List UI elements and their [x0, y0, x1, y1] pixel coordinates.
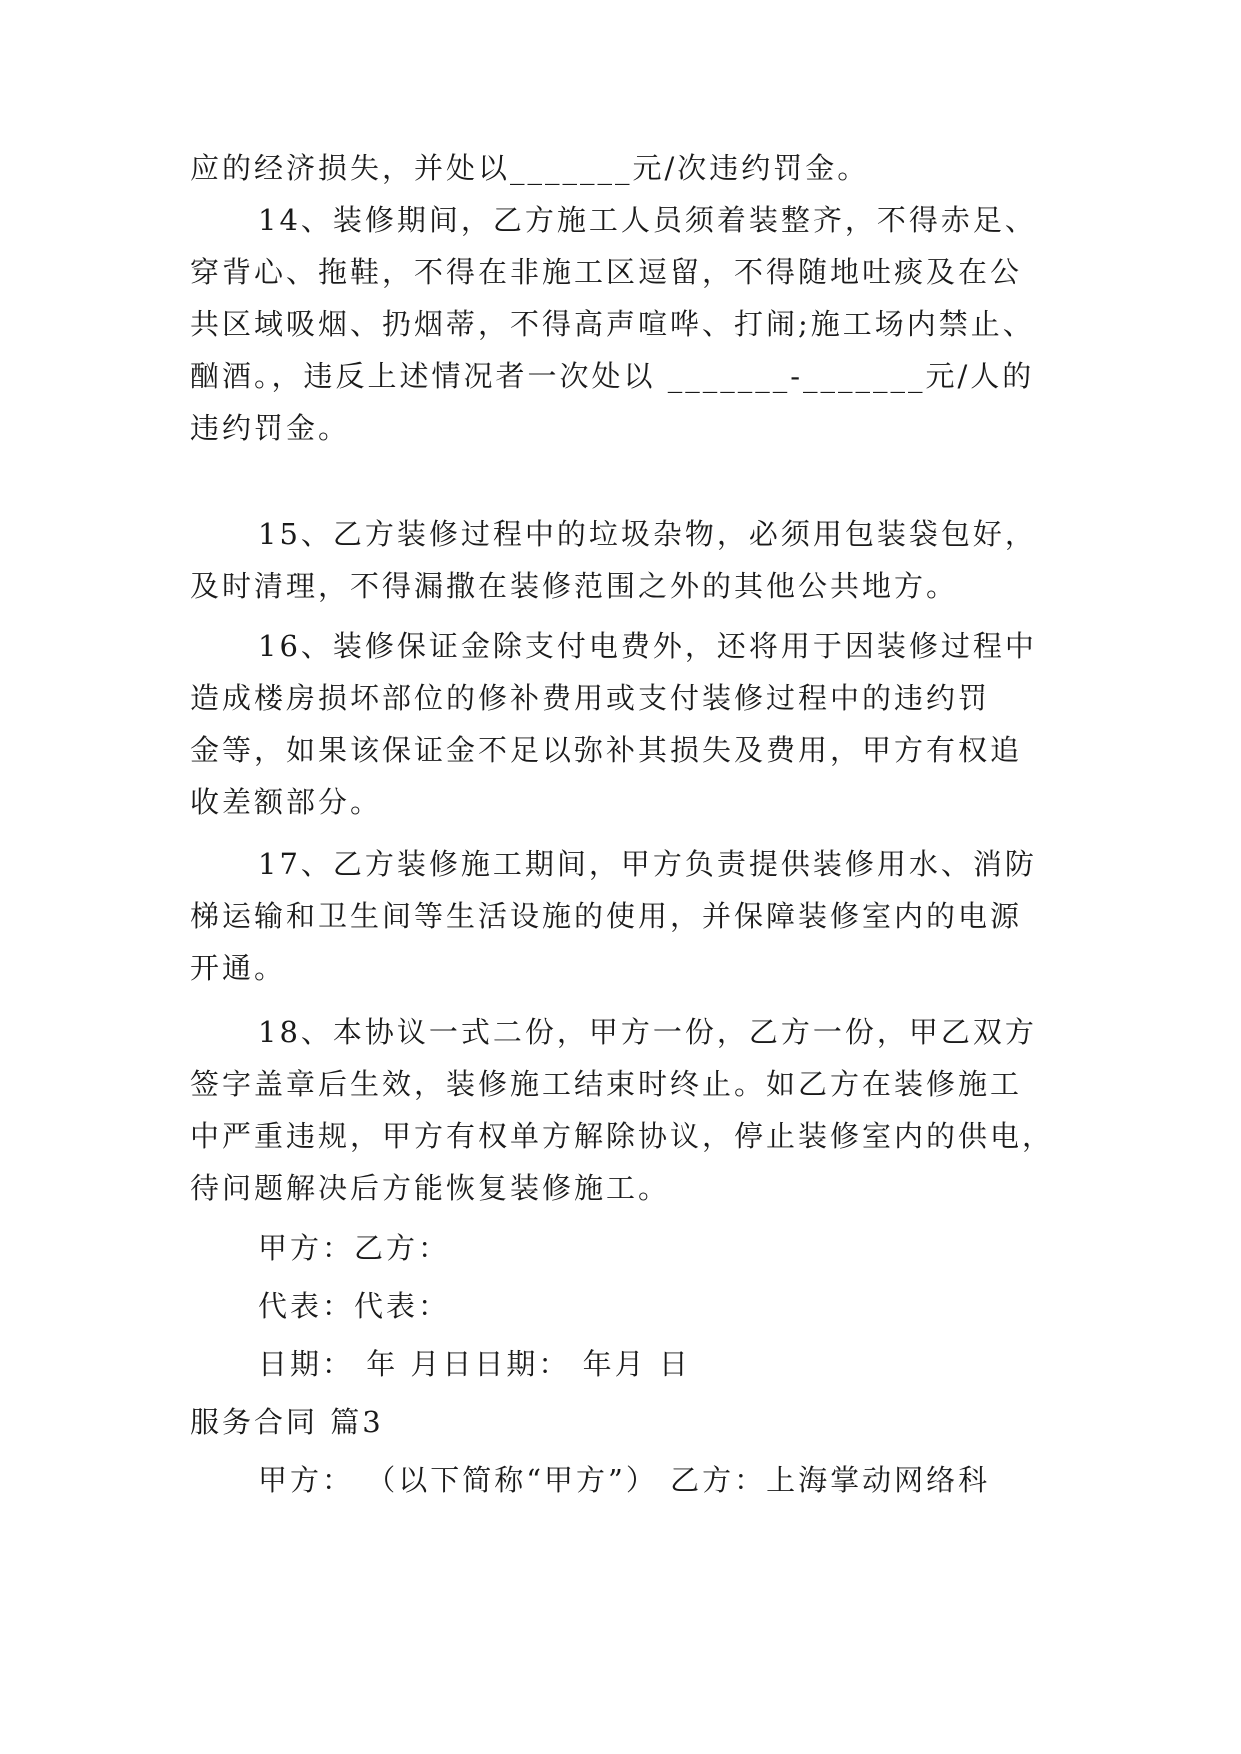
paragraph-line: 签字盖章后生效，装修施工结束时终止。如乙方在装修施工: [190, 1067, 1023, 1101]
paragraph-line: 17、乙方装修施工期间，甲方负责提供装修用水、消防: [258, 847, 1037, 881]
paragraph-line: 共区域吸烟、扔烟蒂，不得高声喧哗、打闹;施工场内禁止、: [190, 307, 1035, 341]
paragraph-line: 梯运输和卫生间等生活设施的使用，并保障装修室内的电源: [190, 899, 1023, 933]
paragraph-line: 收差额部分。: [190, 785, 383, 819]
signature-party-line: 甲方：乙方：: [258, 1231, 451, 1265]
paragraph-line: 开通。: [190, 951, 287, 985]
paragraph-line: 甲方： （以下简称“甲方”） 乙方：上海掌动网络科: [258, 1463, 991, 1497]
signature-representative-line: 代表：代表：: [258, 1289, 451, 1323]
paragraph-line: 15、乙方装修过程中的垃圾杂物，必须用包装袋包好，: [258, 517, 1037, 551]
paragraph-line: 酗酒。，违反上述情况者一次处以 _______-_______元/人的: [190, 359, 1035, 393]
paragraph-line: 金等，如果该保证金不足以弥补其损失及费用，甲方有权追: [190, 733, 1023, 767]
paragraph-line: 待问题解决后方能恢复装修施工。: [190, 1171, 671, 1205]
paragraph-line: 18、本协议一式二份，甲方一份，乙方一份，甲乙双方: [258, 1015, 1037, 1049]
paragraph-line: 造成楼房损坏部位的修补费用或支付装修过程中的违约罚: [190, 681, 991, 715]
paragraph-line: 14、装修期间，乙方施工人员须着装整齐，不得赤足、: [258, 203, 1037, 237]
paragraph-line: 穿背心、拖鞋，不得在非施工区逗留，不得随地吐痰及在公: [190, 255, 1023, 289]
paragraph-line: 及时清理，不得漏撒在装修范围之外的其他公共地方。: [190, 569, 959, 603]
paragraph-line: 应的经济损失，并处以_______元/次违约罚金。: [190, 151, 870, 185]
paragraph-line: 16、装修保证金除支付电费外，还将用于因装修过程中: [258, 629, 1037, 663]
section-heading: 服务合同 篇3: [190, 1405, 384, 1439]
paragraph-line: 违约罚金。: [190, 411, 351, 445]
signature-date-line: 日期： 年 月日日期： 年月 日: [258, 1347, 691, 1381]
paragraph-line: 中严重违规，甲方有权单方解除协议，停止装修室内的供电，: [190, 1119, 1055, 1153]
